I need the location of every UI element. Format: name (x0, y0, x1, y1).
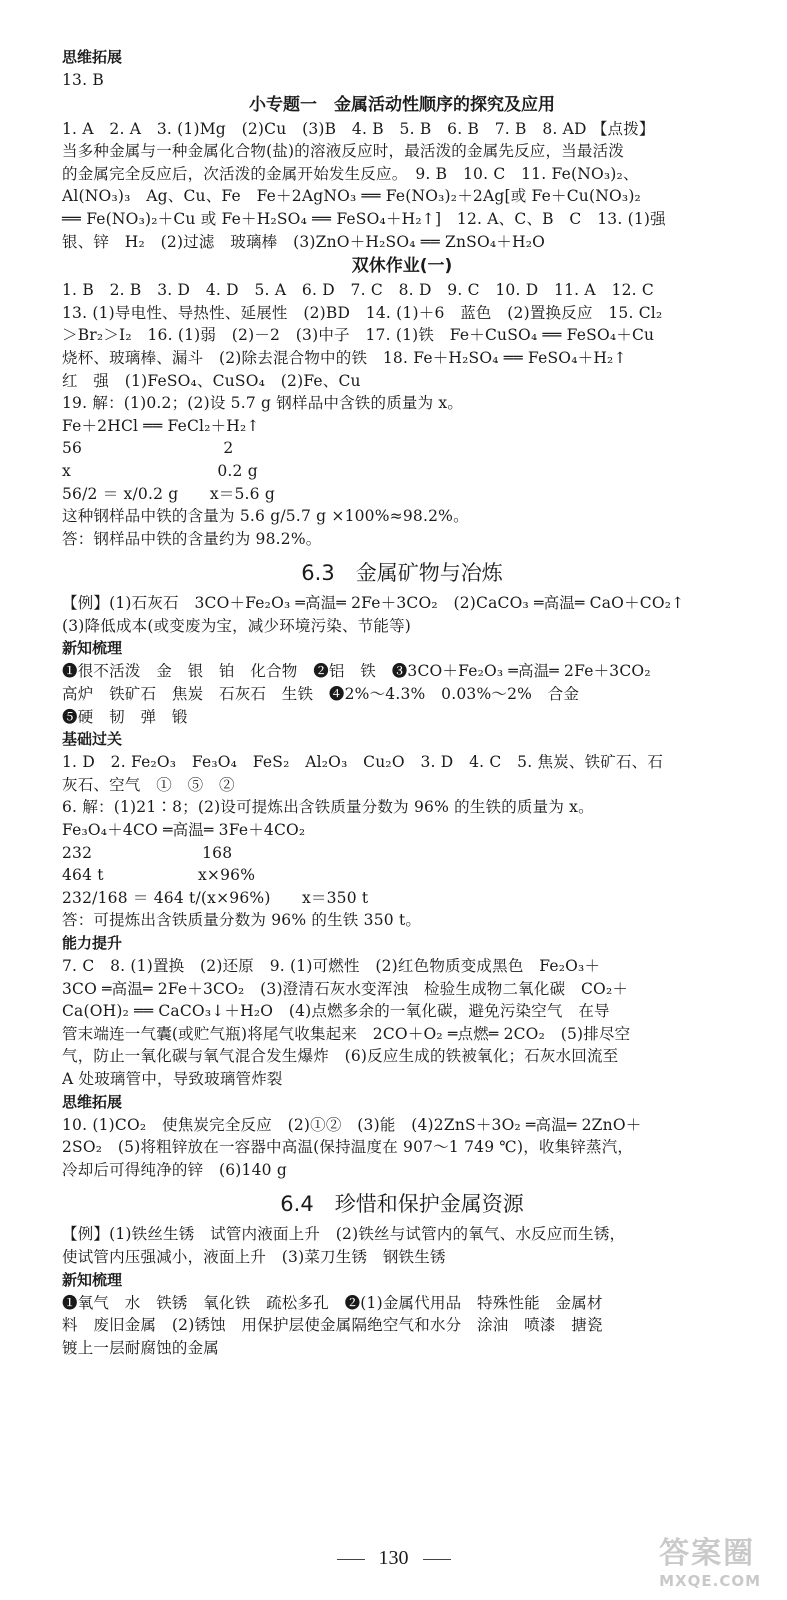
section-heading: 新知梳理 (62, 639, 123, 658)
answer-line: 银、锌 H₂ (2)过滤 玻璃棒 (3)ZnO＋H₂SO₄ ══ ZnSO₄＋H₂O (62, 232, 546, 251)
answer-line: 高炉 铁矿石 焦炭 石灰石 生铁 ❹2%～4.3% 0.03%～2% 合金 (62, 685, 580, 704)
answer-line: 管末端连一气囊(或贮气瓶)将尾气收集起来 2CO＋O₂ ═点燃═ 2CO₂ (5)排尽空 (62, 1024, 631, 1043)
answer-page (62, 46, 742, 1359)
section-heading: 思维拓展 (62, 48, 123, 66)
answer-line: 19. 解：(1)0.2；(2)设 5.7 g 钢样品中含铁的质量为 x。 (62, 394, 464, 413)
answer-line: Ca(OH)₂ ══ CaCO₃↓＋H₂O (4)点燃多余的一氧化碳，避免污染空气 在导 (62, 1002, 610, 1021)
answer-line: 7. C 8. (1)置换 (2)还原 9. (1)可燃性 (2)红色物质变成黑色 Fe₂O₃＋ (62, 957, 601, 975)
answer-line: 2SO₂ (5)将粗锌放在一容器中高温(保持温度在 907～1 749 ℃)，收集锌蒸汽， (62, 1138, 634, 1157)
answer-line: 烧杯、玻璃棒、漏斗 (2)除去混合物中的铁 18. Fe＋H₂SO₄ ══ FeSO₄＋H₂↑ (62, 348, 627, 367)
page-number-text: 130 (378, 1547, 409, 1569)
answer-line: x 0.2 g (62, 461, 258, 480)
answer-line: 【例】(1)铁丝生锈 试管内液面上升 (2)铁丝与试管内的氧气、水反应而生锈， (62, 1225, 626, 1244)
answer-line: ══ Fe(NO₃)₂＋Cu 或 Fe＋H₂SO₄ ══ FeSO₄＋H₂↑] 12. A、C、B C 13. (1)强 (62, 209, 666, 228)
answer-line: ＞Br₂＞I₂ 16. (1)弱 (2)－2 (3)中子 17. (1)铁 Fe＋CuSO₄ ══ FeSO₄＋Cu (62, 326, 655, 345)
section-heading: 能力提升 (62, 934, 123, 952)
answer-line: 232 168 (62, 843, 233, 862)
answer-line: 56/2 ＝ x/0.2 g x＝5.6 g (62, 484, 275, 503)
answer-line: 3CO ═高温═ 2Fe＋3CO₂ (3)澄清石灰水变浑浊 检验生成物二氧化碳 CO₂＋ (62, 979, 629, 998)
answer-line: 当多种金属与一种金属化合物(盐)的溶液反应时，最活泼的金属先反应，当最活泼 (62, 142, 624, 161)
answer-line: 答：钢样品中铁的含量约为 98.2%。 (62, 529, 322, 548)
answer-line: (3)降低成本(或变废为宝，减少环境污染、节能等) (62, 616, 412, 635)
answer-line: 冷却后可得纯净的锌 (6)140 g (62, 1160, 287, 1179)
answer-line: 气，防止一氧化碳与氧气混合发生爆炸 (6)反应生成的铁被氧化；石灰水回流至 (62, 1047, 619, 1066)
answer-line: 这种钢样品中铁的含量为 5.6 g/5.7 g ×100%≈98.2%。 (62, 507, 469, 526)
answer-line: ❺硬 韧 弹 锻 (62, 707, 188, 726)
answer-line: 13. (1)导电性、导热性、延展性 (2)BD 14. (1)＋6 蓝色 (2)置换反应 15. Cl₂ (62, 303, 663, 322)
section-heading: 新知梳理 (62, 1270, 123, 1289)
chapter-title: 6.4 珍惜和保护金属资源 (280, 1192, 524, 1217)
chapter-title: 6.3 金属矿物与冶炼 (301, 561, 503, 586)
answer-line: 464 t x×96% (62, 866, 256, 885)
answer-line: 【例】(1)石灰石 3CO＋Fe₂O₃ ═高温═ 2Fe＋3CO₂ (2)CaCO₃ ═高温═ CaO＋CO₂↑ (62, 594, 685, 613)
answer-line: A 处玻璃管中，导致玻璃管炸裂 (62, 1069, 283, 1088)
watermark-main: 答案圈 (659, 1536, 756, 1571)
answer-line: 的金属完全反应后，次活泼的金属开始发生反应。 9. B 10. C 11. Fe(NO₃)₂、 (62, 164, 639, 183)
topic-title: 双休作业(一) (351, 256, 453, 277)
page-number-dash-right (423, 1559, 451, 1560)
watermark-sub: MXQE.COM (659, 1572, 761, 1590)
answer-line: 1. B 2. B 3. D 4. D 5. A 6. D 7. C 8. D 9. C 10. D 11. A 12. C (62, 281, 654, 300)
answer-line: ❶很不活泼 金 银 铂 化合物 ❷铝 铁 ❸3CO＋Fe₂O₃ ═高温═ 2Fe＋3CO₂ (62, 662, 651, 681)
answer-line: 灰石、空气 ① ⑤ ② (62, 775, 235, 794)
answer-line: 料 废旧金属 (2)锈蚀 用保护层使金属隔绝空气和水分 涂油 喷漆 搪瓷 (62, 1316, 603, 1335)
answer-line: 13. B (62, 71, 104, 89)
answer-line: ❶氧气 水 铁锈 氧化铁 疏松多孔 ❷(1)金属代用品 特殊性能 金属材 (62, 1293, 603, 1312)
page-number-dash-left (337, 1559, 365, 1560)
answer-line: 答：可提炼出含铁质量分数为 96% 的生铁 350 t。 (62, 911, 422, 930)
answer-line: 使试管内压强减小，液面上升 (3)菜刀生锈 钢铁生锈 (62, 1247, 446, 1266)
watermark (659, 1528, 761, 1590)
answer-line: 1. D 2. Fe₂O₃ Fe₃O₄ FeS₂ Al₂O₃ Cu₂O 3. D 4. C 5. 焦炭、铁矿石、石 (62, 753, 664, 772)
section-heading: 思维拓展 (62, 1092, 123, 1111)
answer-line: 232/168 ＝ 464 t/(x×96%) x＝350 t (62, 888, 369, 907)
answer-line: 6. 解：(1)21∶8；(2)设可提炼出含铁质量分数为 96% 的生铁的质量为 x。 (62, 798, 594, 817)
answer-line: 56 2 (62, 439, 234, 458)
answer-line: Fe＋2HCl ══ FeCl₂＋H₂↑ (62, 416, 260, 435)
topic-title: 小专题一 金属活动性顺序的探究及应用 (249, 94, 555, 115)
answer-line: 镀上一层耐腐蚀的金属 (62, 1338, 220, 1357)
answer-line: Al(NO₃)₃ Ag、Cu、Fe Fe＋2AgNO₃ ══ Fe(NO₃)₂＋2Ag[或 Fe＋Cu(NO₃)₂ (62, 187, 641, 206)
answer-line: 红 强 (1)FeSO₄、CuSO₄ (2)Fe、Cu (62, 371, 361, 390)
answer-line: 1. A 2. A 3. (1)Mg (2)Cu (3)B 4. B 5. B 6. B 7. B 8. AD 【点拨】 (62, 119, 655, 138)
section-heading: 基础过关 (62, 730, 123, 749)
answer-line: 10. (1)CO₂ 使焦炭完全反应 (2)①② (3)能 (4)2ZnS＋3O₂ ═高温═ 2ZnO＋ (62, 1115, 642, 1134)
answer-line: Fe₃O₄＋4CO ═高温═ 3Fe＋4CO₂ (62, 821, 306, 840)
